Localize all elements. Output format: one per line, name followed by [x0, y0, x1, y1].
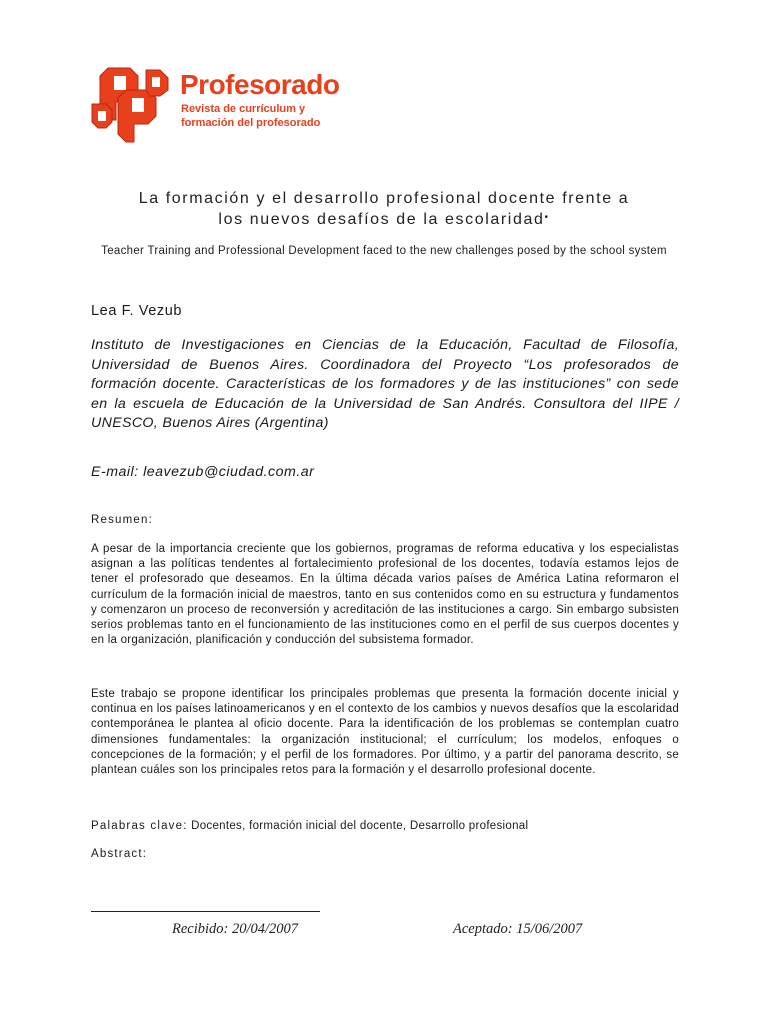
paper-title-line1: La formación y el desarrollo profesional docente frente a: [138, 190, 630, 207]
author-affiliation: Instituto de Investigaciones en Ciencias de la Educación, Facultad de Filosofía, Universidad de Buenos Aires. Coordinadora del Proyecto “Los profesorados de formación docente. Características de los formadores y de las instituciones” con sede en la escuela de Educación de la Universidad de San Andrés. Consultora del IIPE / UNESCO, Buenos Aires (Argentina): [91, 337, 679, 432]
keywords-line: [91, 820, 528, 832]
received-date: Recibido: 20/04/2007: [172, 921, 299, 937]
footnote-marker: •: [544, 212, 550, 223]
footnote-divider: [91, 911, 320, 912]
profesorado-logo-icon: [90, 64, 174, 148]
journal-logo: [90, 64, 340, 148]
english-title: Teacher Training and Professional Development faced to the new challenges posed by the school system: [101, 245, 667, 257]
logo-subtitle-line1: Revista de currículum y: [181, 103, 306, 115]
accepted-date: Aceptado: 15/06/2007: [453, 921, 583, 937]
keywords-label: Palabras clave:: [91, 820, 188, 832]
resumen-paragraph-2: Este trabajo se propone identificar los principales problemas que presenta la formación docente inicial y continua en los países latinoamericanos y en el contexto de los cambios y nuevos desafíos que la escolaridad contemporánea le plantea al oficio docente. Para la identificación de los problemas se contemplan cuatro dimensiones fundamentales: la organización institucional; el currículum; los modelos, enfoques o concepciones de la formación; y el perfil de los formadores. Por último, y a partir del panorama descrito, se plantean cuáles son los principales retos para la formación y el desarrollo profesional docente.: [91, 688, 679, 777]
paper-title: [60, 188, 708, 230]
logo-subtitle-line2: formación del profesorado: [181, 117, 321, 129]
author-name: Lea F. Vezub: [91, 303, 183, 319]
logo-title: Profesorado: [180, 69, 340, 100]
keywords-text: Docentes, formación inicial del docente, Desarrollo profesional: [187, 820, 529, 832]
author-email: E-mail: leavezub@ciudad.com.ar: [91, 464, 315, 480]
resumen-paragraph-1: A pesar de la importancia creciente que los gobiernos, programas de reforma educativa y los especialistas asignan a las políticas tendentes al fortalecimiento profesional de los docentes, todavía estamos lejos de tener el profesorado que deseamos. En la última década varios países de América Latina reformaron el currículum de la formación inicial de maestros, tanto en sus contenidos como en su estructura y fundamentos y comenzaron un proceso de reconversión y acreditación de las instituciones a cargo. Sin embargo subsisten serios problemas tanto en el funcionamiento de las instituciones como en el perfil de sus cuerpos docentes y en la organización, planificación y conducción del subsistema formador.: [91, 543, 679, 647]
resumen-heading: Resumen:: [91, 514, 154, 526]
logo-subtitle: [181, 102, 320, 130]
abstract-heading: Abstract:: [91, 848, 148, 860]
paper-title-line2: los nuevos desafíos de la escolaridad: [218, 211, 545, 228]
